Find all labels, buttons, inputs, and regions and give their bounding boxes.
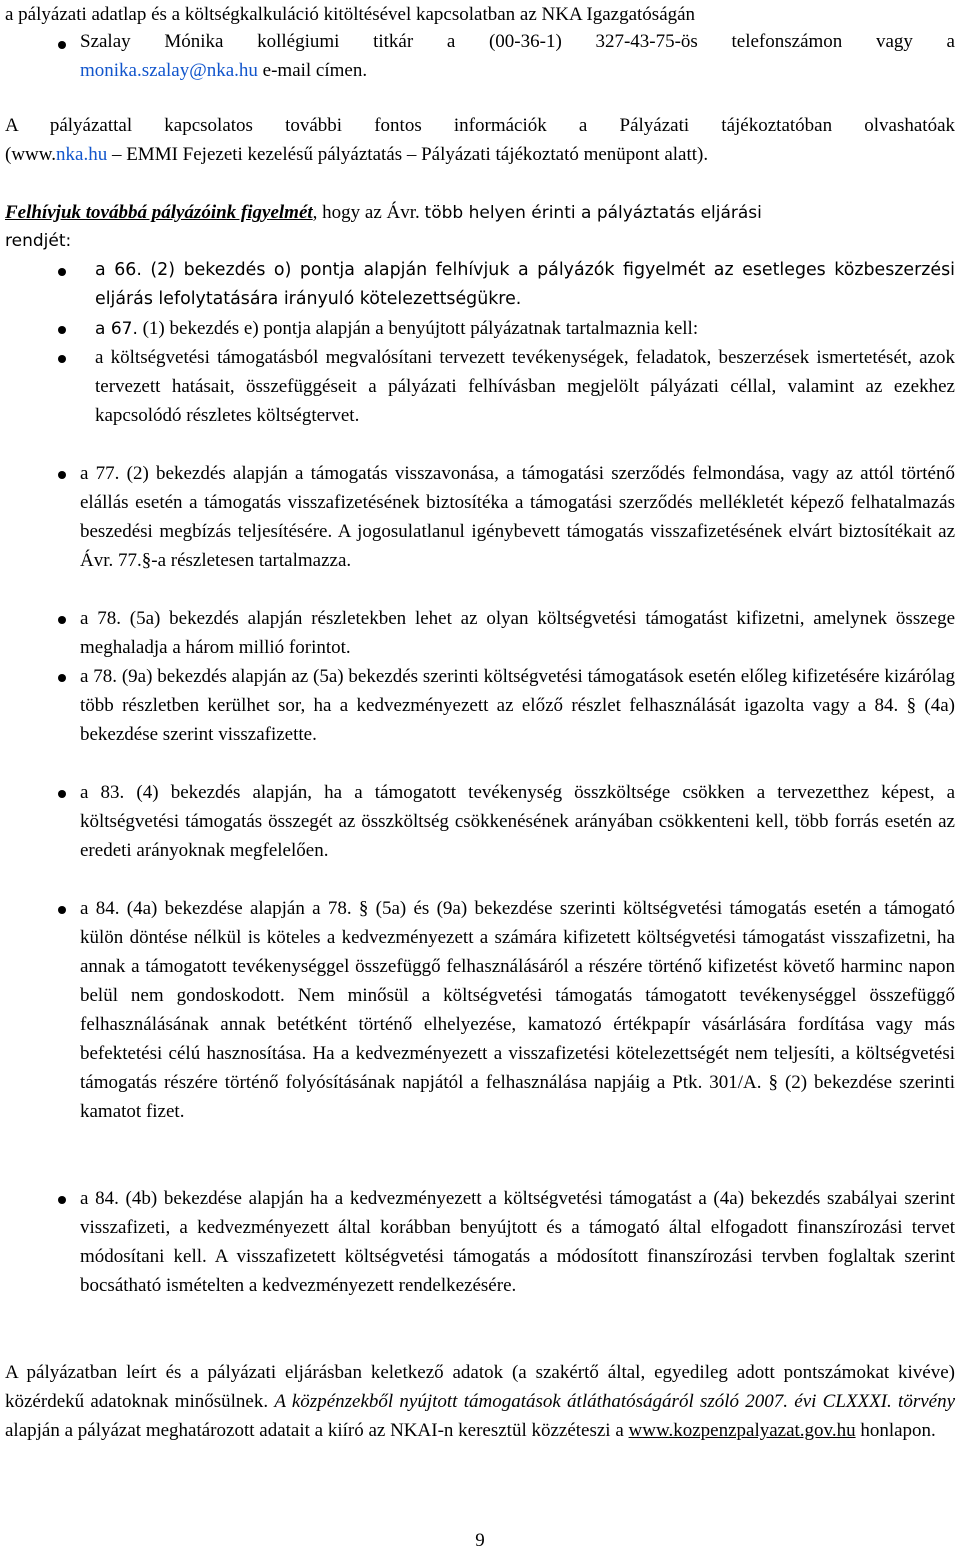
kozpenzpalyazat-link[interactable]: www.kozpenzpalyazat.gov.hu [628, 1420, 856, 1441]
bullet-icon [58, 326, 66, 334]
nka-link[interactable]: nka.hu [56, 144, 108, 165]
list-item: a 78. (9a) bekezdés alapján az (5a) bekezdés szerinti költségvetési támogatások esetén előleg kifizetésére kizárólag több részletben kerülhet sor, ha a kedvezményezett az előző részlet felhasználását igazolta vagy a 84. § (4a) bekezdése szerint visszafizette. [80, 666, 955, 745]
attention-emphasis: Felhívjuk továbbá pályázóink figyelmét [5, 202, 313, 223]
page-number: 9 [475, 1530, 485, 1551]
email-link[interactable]: monika.szalay@nka.hu [80, 60, 258, 81]
list-item: a 78. (5a) bekezdés alapján részletekben lehet az olyan költségvetési támogatást kifizetni, amelynek összege meghaladja a három millió forintot. [80, 608, 956, 658]
more-info-line2: (www.nka.hu – EMMI Fejezeti kezelésű pályáztatás – Pályázati tájékoztató menüpont alatt). [5, 144, 709, 165]
bullet-icon [58, 41, 66, 49]
bullet-icon [58, 906, 66, 914]
more-info-line1: A pályázattal kapcsolatos további fontos információk a Pályázati tájékoztatóban olvashatóak [5, 115, 955, 136]
closing-paragraph: A pályázatban leírt és a pályázati eljárásban keletkező adatok (a szakértő által, egyedileg adott pontszámokat kivéve) közérdekű adatoknak minősülnek. A közpénzekből nyújtott támogatások átláthatóságáról szóló 2007. évi CLXXXI. törvény alapján a pályázat meghatározott adatait a kiíró az NKAI-n keresztül közzéteszi a www.kozpenzpalyazat.gov.hu honlapon. [5, 1362, 956, 1441]
bullet-icon [58, 268, 66, 276]
bullet-icon [58, 790, 66, 798]
attention-line1: Felhívjuk továbbá pályázóink figyelmét, hogy az Ávr. több helyen érinti a pályáztatás eljárási [5, 202, 762, 223]
attention-line2: rendjét: [5, 231, 72, 251]
email-line: monika.szalay@nka.hu e-mail címen. [80, 60, 368, 81]
contact-line: Szalay Mónika kollégiumi titkár a (00-36-1) 327-43-75-ös telefonszámon vagy a [80, 31, 955, 52]
bullet-icon [58, 674, 66, 682]
law-title: A közpénzekből nyújtott támogatások átláthatóságáról szóló 2007. évi CLXXXI. törvény [274, 1391, 956, 1412]
list-item: a 77. (2) bekezdés alapján a támogatás visszavonása, a támogatási szerződés felmondása, vagy az attól történő elállás esetén a támogatás visszafizetésének biztosítéka a támogatási szerződés mellékletét képező felhatalmazás beszedési megbízás teljesítésére. A jogosulatlanul igénybevett támogatás visszafizetésének elvárt biztosítékait az Ávr. 77.§-a részletesen tartalmazza. [80, 463, 955, 571]
bullet-icon [58, 355, 66, 363]
list-item: a költségvetési támogatásból megvalósítani tervezett tevékenységek, feladatok, beszerzések ismertetését, azok tervezett hatásait, összefüggéseit a pályázati felhívásban megjelölt pályázati céllal, valamint az ezekhez kapcsolódó részletes költségtervet. [95, 347, 955, 426]
list-item: a 67. (1) bekezdés e) pontja alapján a benyújtott pályázatnak tartalmaznia kell: [95, 318, 699, 339]
list-item: a 84. (4b) bekezdése alapján ha a kedvezményezett a költségvetési támogatást a (4a) bekezdés szabályai szerint visszafizeti, a kedvezményezett által korábban benyújtott és a támogató által elfogadott finanszírozási tervet módosítani kell. A visszafizetett költségvetési támogatás a módosított finanszírozási tervben foglaltak szerint bocsátható ismételten a kedvezményezett rendelkezésére. [80, 1188, 955, 1296]
bullet-icon [58, 471, 66, 479]
intro-line: a pályázati adatlap és a költségkalkuláció kitöltésével kapcsolatban az NKA Igazgatóságán [5, 4, 696, 25]
bullet-icon [58, 1196, 66, 1204]
bullet-icon [58, 616, 66, 624]
list-item: a 84. (4a) bekezdése alapján a 78. § (5a) és (9a) bekezdése szerinti költségvetési támogatás esetén a támogató külön döntése nélkül is köteles a kedvezményezett a számára kifizetett költségvetési támogatást visszafizetni, ha annak a támogatott tevékenységgel összefüggő felhasználásáról a részére történő kifizetést követő harminc napon belül nem gondoskodott. Nem minősül a költségvetési támogatás támogatott tevékenységgel összefüggő felhasználásának annak betétként történő elhelyezése, kamatozó értékpapír vásárlására fordítása vagy más befektetési célú hasznosítása. Ha a kedvezményezett a visszafizetési kötelezettségét nem teljesíti, a költségvetési támogatás részére történő folyósításának napjától a felhasználása napjáig a Ptk. 301/A. § (2) bekezdése szerinti kamatot fizet. [80, 898, 955, 1122]
list-item: a 83. (4) bekezdés alapján, ha a támogatott tevékenység összköltsége csökken a tervezetthez képest, a költségvetési támogatás összegét az összköltség csökkenésének arányában csökkenteni kell, több forrás esetén az eredeti arányoknak megfelelően. [80, 782, 956, 861]
list-item: a 66. (2) bekezdés o) pontja alapján felhívjuk a pályázók figyelmét az esetleges közbeszerzési eljárás lefolytatására irányuló kötelezettségükre. [95, 260, 955, 309]
